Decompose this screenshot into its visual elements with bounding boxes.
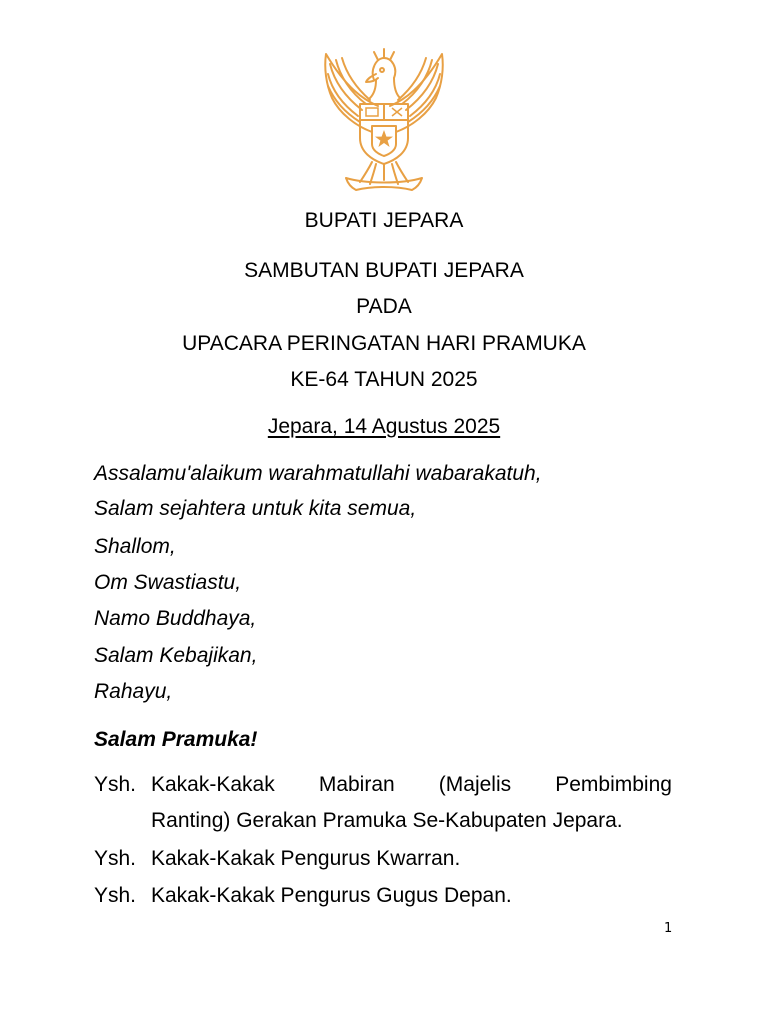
speech-title-line-3: UPACARA PERINGATAN HARI PRAMUKA — [182, 332, 586, 355]
greeting-line: Salam sejahtera untuk kita semua, — [94, 497, 417, 520]
garuda-emblem-icon — [316, 44, 452, 192]
office-title: BUPATI JEPARA — [304, 209, 464, 232]
addressee-justified-line — [151, 773, 672, 797]
salam-pramuka: Salam Pramuka! — [94, 728, 258, 751]
addressee-label: Ysh. — [94, 773, 137, 796]
addressee-line-2: Ranting) Gerakan Pramuka Se-Kabupaten Jepara. — [151, 809, 623, 832]
greeting-line: Namo Buddhaya, — [94, 607, 257, 630]
addressee-word: Kakak-Kakak — [151, 773, 275, 796]
greeting-line: Rahayu, — [94, 680, 173, 703]
addressee-word: Mabiran — [318, 773, 395, 796]
greeting-line: Salam Kebajikan, — [94, 644, 258, 667]
addressee-word: (Majelis — [438, 773, 512, 796]
greeting-line: Shallom, — [94, 535, 176, 558]
addressee-label: Ysh. — [94, 884, 137, 907]
greeting-line: Om Swastiastu, — [94, 571, 242, 594]
page-number: 1 — [664, 921, 673, 936]
addressee-item — [94, 773, 672, 833]
addressee-text — [151, 773, 672, 833]
addressee-label: Ysh. — [94, 847, 137, 870]
addressee-item — [94, 847, 672, 871]
greeting-line: Assalamu'alaikum warahmatullahi wabarakatuh, — [94, 462, 542, 485]
speech-title-line-4: KE-64 TAHUN 2025 — [290, 368, 478, 391]
addressee-text: Kakak-Kakak Pengurus Kwarran. — [151, 847, 461, 870]
speech-date: Jepara, 14 Agustus 2025 — [267, 415, 501, 438]
speech-title-line-2: PADA — [356, 295, 412, 318]
addressee-word: Pembimbing — [555, 773, 672, 796]
speech-title-line-1: SAMBUTAN BUPATI JEPARA — [244, 259, 524, 282]
addressee-item — [94, 884, 672, 908]
addressee-text: Kakak-Kakak Pengurus Gugus Depan. — [151, 884, 512, 907]
